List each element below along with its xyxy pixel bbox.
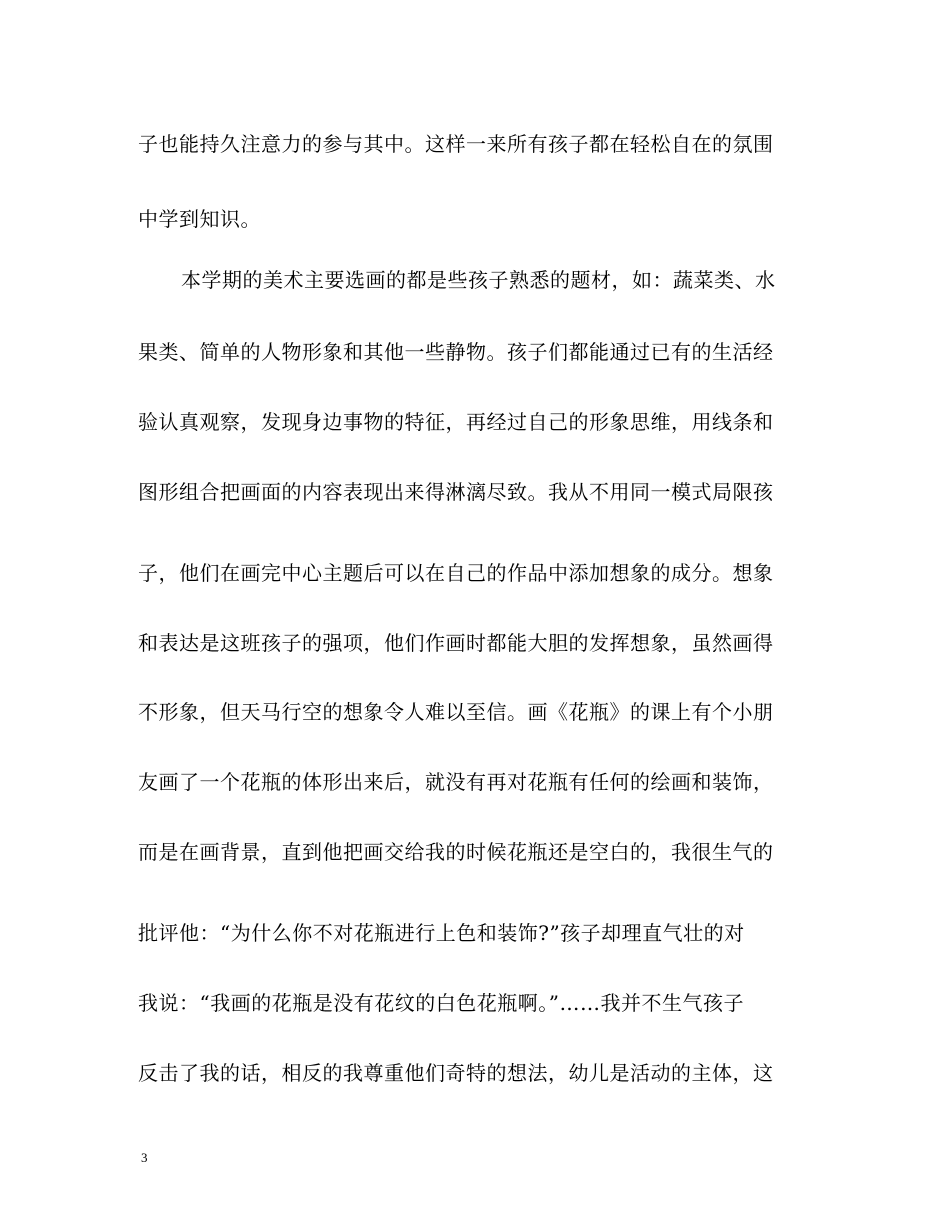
text-line: 果类、简单的人物形象和其他一些静物。孩子们都能通过已有的生活经 [138, 340, 774, 364]
text-line: 批评他：“为什么你不对花瓶进行上色和装饰?”孩子却理直气壮的对 [138, 921, 745, 945]
text-line: 而是在画背景，直到他把画交给我的时候花瓶还是空白的，我很生气的 [138, 840, 774, 864]
text-line: 友画了一个花瓶的体形出来后，就没有再对花瓶有任何的绘画和装饰， [138, 770, 774, 794]
paragraph-first-line: 本学期的美术主要选画的都是些孩子熟悉的题材，如：蔬菜类、水 [181, 268, 776, 292]
text-line: 子，他们在画完中心主题后可以在自己的作品中添加想象的成分。想象 [138, 561, 774, 585]
text-line: 图形组合把画面的内容表现出来得淋漓尽致。我从不用同一模式局限孩 [138, 480, 774, 504]
text-line: 验认真观察，发现身边事物的特征，再经过自己的形象思维，用线条和 [138, 410, 774, 434]
text-line: 不形象，但天马行空的想象令人难以至信。画《花瓶》的课上有个小朋 [138, 700, 774, 724]
text-line: 中学到知识。 [138, 207, 261, 231]
text-line: 和表达是这班孩子的强项，他们作画时都能大胆的发挥想象，虽然画得 [138, 631, 774, 655]
text-line: 子也能持久注意力的参与其中。这样一来所有孩子都在轻松自在的氛围 [138, 132, 774, 156]
text-line: 反击了我的话，相反的我尊重他们奇特的想法，幼儿是活动的主体，这 [138, 1061, 774, 1085]
text-line: 我说：“我画的花瓶是没有花纹的白色花瓶啊。”……我并不生气孩子 [138, 991, 744, 1015]
page-number: 3 [141, 1150, 148, 1165]
